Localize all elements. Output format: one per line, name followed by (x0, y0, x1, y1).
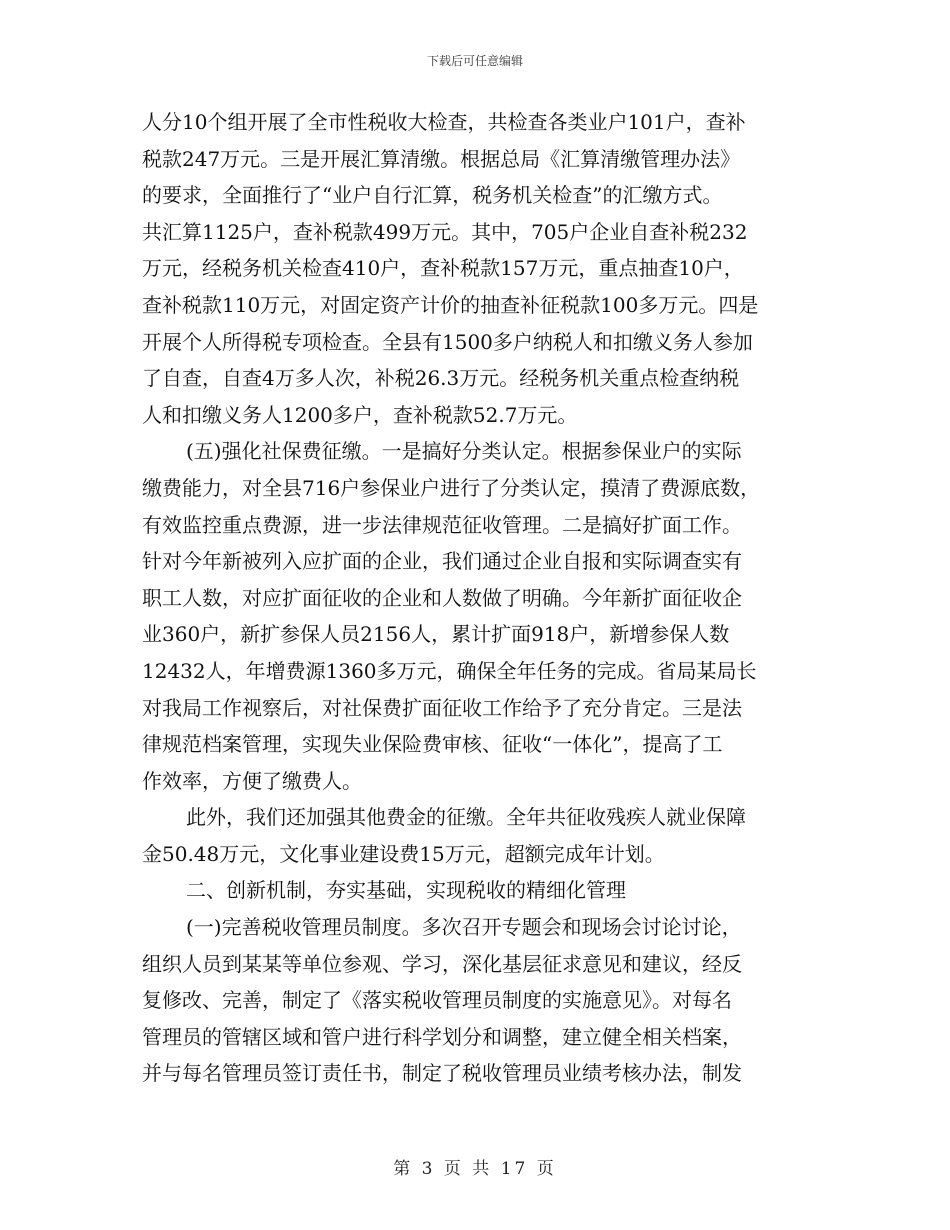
text-line: 万元，经税务机关检查410户，查补税款157万元，重点抽查10户， (142, 256, 744, 281)
text-line: 组织人员到某某等单位参观、学习，深化基层征求意见和建议，经反 (142, 951, 742, 976)
paragraph (142, 104, 822, 433)
paragraph (142, 799, 822, 872)
paragraph (142, 909, 822, 1092)
text-line: 此外，我们还加强其他费金的征缴。全年共征收残疾人就业保障 (186, 805, 746, 830)
text-line: 人和扣缴义务人1200多户，查补税款52.7万元。 (142, 402, 578, 427)
text-line: 管理员的管辖区域和管户进行科学划分和调整，建立健全相关档案， (142, 1024, 742, 1049)
text-line: 对我局工作视察后，对社保费扩面征收工作给予了充分肯定。三是法 (142, 695, 742, 720)
text-line: 并与每名管理员签订责任书，制定了税收管理员业绩考核办法，制发 (142, 1061, 742, 1086)
text-line: 二、创新机制，夯实基础，实现税收的精细化管理 (186, 878, 626, 903)
text-line: (一)完善税收管理员制度。多次召开专题会和现场会讨论讨论， (186, 915, 742, 940)
text-line: 开展个人所得税专项检查。全县有1500多户纳税人和扣缴义务人参加 (142, 329, 753, 354)
text-line: 有效监控重点费源，进一步法律规范征收管理。二是搞好扩面工作。 (142, 512, 742, 537)
text-line: 金50.48万元，文化事业建设费15万元，超额完成年计划。 (142, 841, 665, 866)
text-line: 复修改、完善，制定了《落实税收管理员制度的实施意见》。对每名 (142, 988, 732, 1013)
text-line: (五)强化社保费征缴。一是搞好分类认定。根据参保业户的实际 (186, 439, 742, 464)
text-line: 业360户，新扩参保人员2156人，累计扩面918户，新增参保人数 (142, 622, 730, 647)
section-heading (142, 872, 822, 909)
text-line: 查补税款110万元，对固定资产计价的抽查补征税款100多万元。四是 (142, 292, 759, 317)
text-line: 共汇算1125户，查补税款499万元。其中，705户企业自查补税232 (142, 219, 748, 244)
paragraph (142, 433, 822, 799)
text-line: 缴费能力，对全县716户参保业户进行了分类认定，摸清了费源底数， (142, 475, 761, 500)
text-line: 作效率，方便了缴费人。 (142, 768, 362, 793)
page-footer: 第 3 页 共 17 页 (393, 1159, 557, 1179)
text-line: 12432人，年增费源1360多万元，确保全年任务的完成。省局某局长 (142, 658, 757, 683)
text-line: 职工人数，对应扩面征收的企业和人数做了明确。今年新扩面征收企 (142, 585, 742, 610)
text-line: 税款247万元。三是开展汇算清缴。根据总局《汇算清缴管理办法》 (142, 146, 741, 171)
text-line: 针对今年新被列入应扩面的企业，我们通过企业自报和实际调查实有 (142, 549, 742, 574)
page-header: 下载后可任意编辑 (426, 54, 523, 68)
body-text (142, 104, 822, 1092)
text-line: 的要求，全面推行了“业户自行汇算，税务机关检查”的汇缴方式。 (142, 183, 723, 208)
text-line: 律规范档案管理，实现失业保险费审核、征收“一体化”，提高了工 (142, 732, 723, 757)
text-line: 人分10个组开展了全市性税收大检查，共检查各类业户101户，查补 (142, 110, 746, 134)
text-line: 了自查，自查4万多人次，补税26.3万元。经税务机关重点检查纳税 (142, 366, 740, 391)
